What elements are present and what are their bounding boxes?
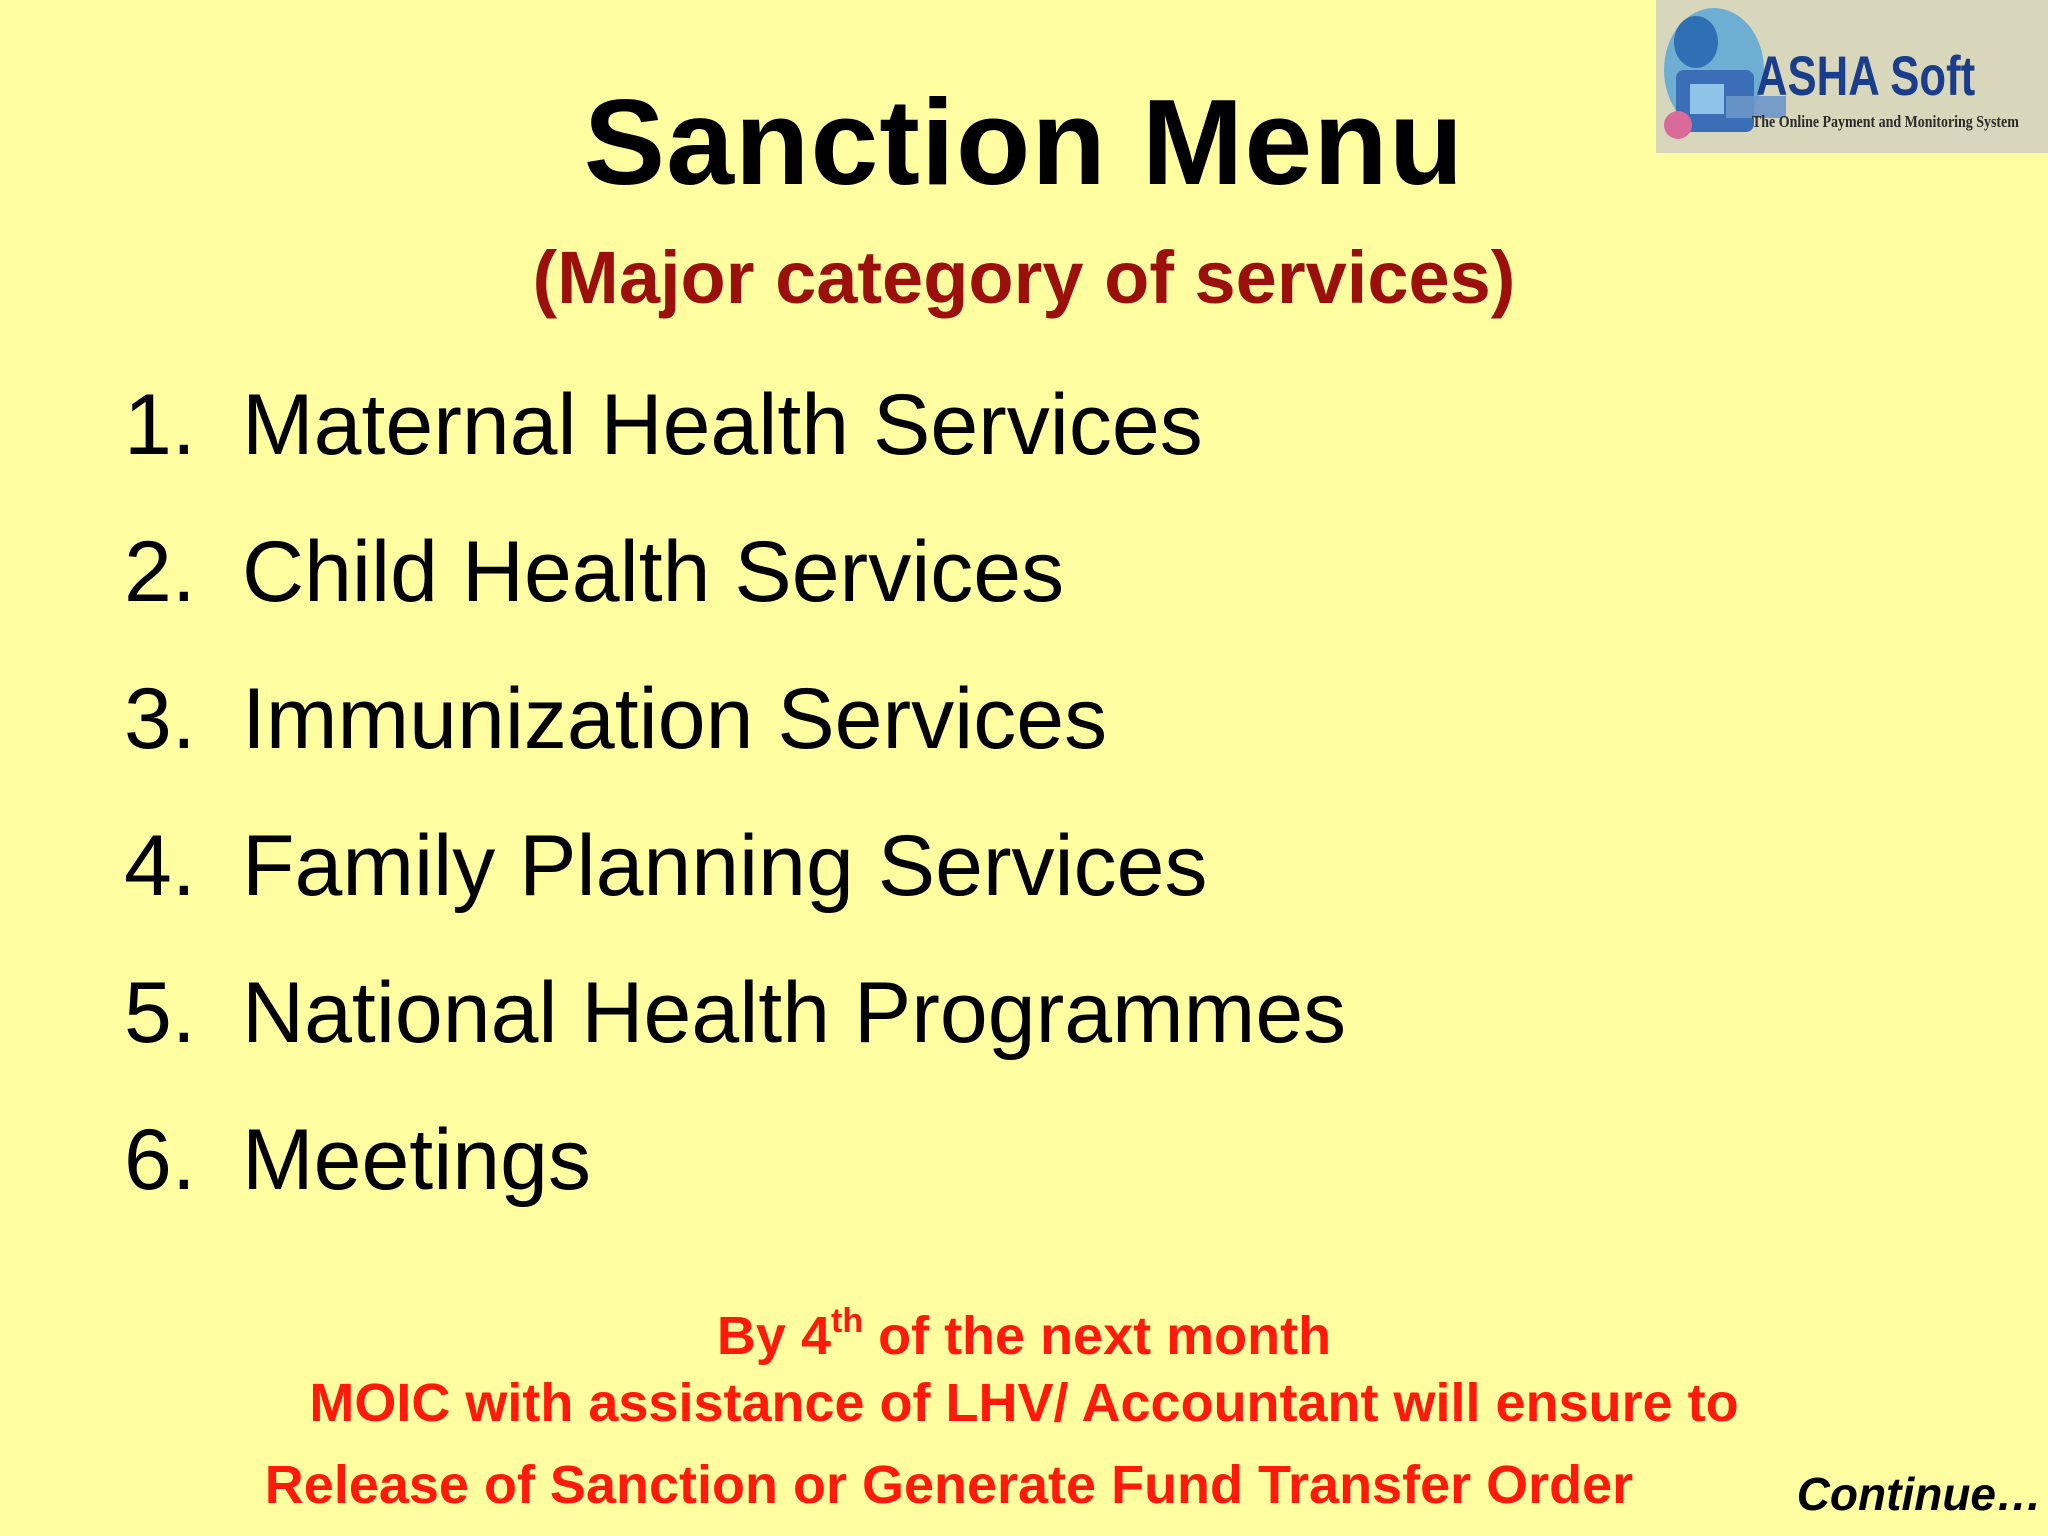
services-list [124,370,1346,1252]
list-item-number: 3. [124,671,196,767]
notice-line-deadline [0,1280,2048,1366]
list-item-number: 1. [124,377,196,473]
list-item-number: 2. [124,524,196,620]
notice-deadline-ordinal: th [831,1302,864,1340]
list-item-number: 5. [124,965,196,1061]
list-item-number: 4. [124,818,196,914]
deadline-notice [0,1280,2048,1526]
slide-title: Sanction Menu [583,74,1465,210]
list-item [124,664,1346,811]
list-item [124,517,1346,664]
list-item [124,811,1346,958]
logo-tagline: The Online Payment and Monitoring System [1752,112,2019,131]
list-item-label: Child Health Services [242,524,1065,620]
continue-label: Continue… [1796,1468,2042,1520]
list-item [124,1105,1346,1252]
logo-name: ASHA Soft [1756,44,1976,107]
list-item-label: Immunization Services [242,671,1108,767]
notice-deadline-prefix: By 4 [716,1306,831,1366]
notice-line-action: Release of Sanction or Generate Fund Transfer Order [264,1455,1634,1515]
list-item-number: 6. [124,1112,196,1208]
list-item-label: Maternal Health Services [242,377,1203,473]
notice-deadline-suffix: of the next month [863,1306,1332,1366]
list-item-label: Family Planning Services [242,818,1208,914]
list-item-label: National Health Programmes [242,965,1347,1061]
notice-line-responsibility: MOIC with assistance of LHV/ Accountant will ensure to [309,1373,1739,1433]
slide-subtitle: (Major category of services) [532,236,1516,319]
list-item [124,370,1346,517]
list-item [124,958,1346,1105]
list-item-label: Meetings [242,1112,591,1208]
